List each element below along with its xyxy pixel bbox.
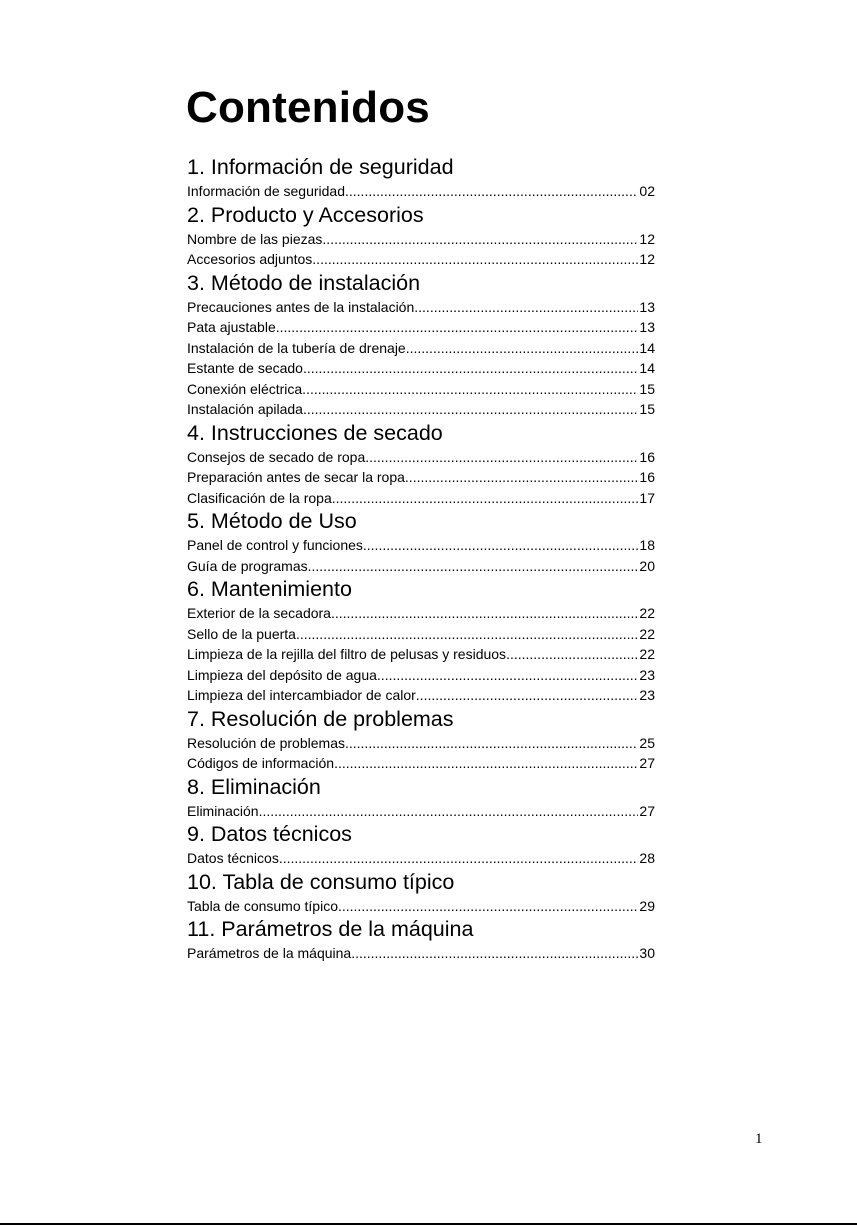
section-heading: 1. Información de seguridad — [187, 155, 454, 179]
toc-entry-page: 18 — [639, 537, 655, 553]
dot-leader — [303, 358, 638, 379]
toc-entry-title: Resolución de problemas — [187, 734, 345, 751]
dot-leader — [406, 338, 639, 359]
toc-entry-page: 16 — [639, 448, 655, 465]
toc-entry[interactable] — [187, 297, 655, 318]
dot-leader — [345, 181, 638, 202]
toc-entry-title: Limpieza del depósito de agua — [187, 666, 377, 683]
toc-entry-page: 28 — [639, 850, 655, 866]
toc-entry-title: Limpieza de la rejilla del filtro de pelusas y residuos — [187, 646, 507, 662]
toc-entry-title: Conexión eléctrica — [187, 380, 303, 397]
dot-leader — [506, 644, 638, 665]
toc-entry-page: 13 — [639, 298, 655, 315]
section-heading: 2. Producto y Accesorios — [187, 202, 424, 227]
dot-leader — [338, 896, 638, 917]
dot-leader — [334, 753, 638, 774]
toc-entry[interactable] — [187, 753, 655, 774]
toc-entry[interactable] — [187, 624, 655, 645]
toc-entry[interactable] — [187, 399, 655, 420]
toc-entry-title: Información de seguridad — [187, 183, 345, 199]
toc-entry-title: Accesorios adjuntos — [187, 251, 313, 267]
dot-leader — [414, 297, 638, 318]
dot-leader — [276, 317, 639, 338]
toc-entry[interactable] — [187, 379, 655, 400]
toc-entry[interactable] — [187, 943, 655, 964]
toc-entry-title: Códigos de información — [187, 755, 335, 771]
dot-leader — [363, 535, 639, 556]
toc-entry-title: Exterior de la secadora — [187, 605, 331, 621]
toc-entry-title: Tabla de consumo típico — [187, 897, 338, 914]
toc-entry-page: 02 — [639, 183, 655, 199]
toc-entry-page: 30 — [639, 945, 655, 961]
section-heading: 3. Método de instalación — [187, 270, 421, 295]
toc-entry-page: 14 — [639, 360, 655, 376]
dot-leader — [351, 943, 638, 964]
toc-entry-title: Estante de secado — [187, 360, 303, 376]
toc-entry-page: 12 — [639, 230, 655, 247]
dot-leader — [279, 848, 639, 869]
dot-leader — [331, 603, 638, 624]
toc-entry[interactable] — [187, 447, 655, 468]
toc-entry-title: Guía de programas — [187, 557, 308, 574]
toc-entry-page: 16 — [639, 469, 655, 485]
dot-leader — [302, 379, 638, 400]
toc-entry[interactable] — [187, 488, 655, 509]
section-heading: 8. Eliminación — [187, 774, 321, 799]
toc-entry-title: Limpieza del intercambiador de calor — [187, 687, 416, 703]
toc-entry[interactable] — [187, 644, 655, 665]
dot-leader — [365, 447, 638, 468]
toc-entry-page: 23 — [639, 687, 655, 703]
section-heading: 4. Instrucciones de secado — [187, 420, 443, 445]
toc-entry[interactable] — [187, 556, 655, 577]
toc-entry[interactable] — [187, 317, 655, 338]
toc-entry-title: Consejos de secado de ropa — [187, 448, 366, 465]
toc-entry-title: Panel de control y funciones — [187, 537, 363, 553]
toc-entry-title: Preparación antes de secar la ropa — [187, 469, 405, 485]
dot-leader — [416, 685, 639, 706]
toc-entry-title: Precauciones antes de la instalación — [187, 298, 415, 315]
toc-entry-page: 20 — [639, 557, 655, 574]
toc-entry-page: 15 — [639, 401, 655, 417]
dot-leader — [296, 624, 638, 645]
section-heading: 7. Resolución de problemas — [187, 706, 454, 731]
toc-entry[interactable] — [187, 249, 655, 270]
toc-entry-page: 27 — [639, 802, 655, 819]
toc-entry-page: 23 — [639, 666, 655, 683]
toc-entry-page: 13 — [639, 319, 655, 335]
dot-leader — [405, 467, 639, 488]
toc-entry-page: 14 — [639, 339, 655, 356]
toc-entry[interactable] — [187, 848, 655, 869]
dot-leader — [312, 249, 638, 270]
dot-leader — [308, 556, 639, 577]
section-heading: 10. Tabla de consumo típico — [187, 869, 455, 894]
toc-entry[interactable] — [187, 338, 655, 359]
toc-entry-title: Instalación apilada — [187, 401, 303, 417]
toc-entry-title: Instalación de la tubería de drenaje — [187, 339, 406, 356]
toc-entry-title: Sello de la puerta — [187, 625, 296, 642]
toc-entry-page: 29 — [639, 897, 655, 914]
toc-entry[interactable] — [187, 603, 655, 624]
section-heading: 11. Parámetros de la máquina — [187, 917, 474, 941]
toc-entry-page: 25 — [639, 734, 655, 751]
toc-entry-title: Parámetros de la máquina — [187, 945, 352, 961]
dot-leader — [322, 229, 638, 250]
section-heading: 5. Método de Uso — [187, 509, 357, 533]
dot-leader — [259, 801, 639, 822]
toc-entry-title: Eliminación — [187, 802, 259, 819]
toc-entry[interactable] — [187, 896, 655, 917]
section-heading: 9. Datos técnicos — [187, 822, 352, 846]
toc-entry-title: Datos técnicos — [187, 850, 279, 866]
toc-entry-title: Pata ajustable — [187, 319, 276, 335]
table-of-contents — [187, 154, 655, 964]
toc-entry[interactable] — [187, 358, 655, 379]
toc-entry-title: Nombre de las piezas — [187, 230, 323, 247]
toc-entry[interactable] — [187, 733, 655, 754]
toc-entry[interactable] — [187, 181, 655, 202]
page-number: 1 — [755, 1131, 763, 1147]
toc-entry[interactable] — [187, 665, 655, 686]
dot-leader — [377, 665, 639, 686]
toc-entry-page: 17 — [639, 489, 655, 506]
page-title: Contenidos — [186, 83, 430, 132]
toc-entry[interactable] — [187, 467, 655, 488]
toc-entry-page: 15 — [639, 380, 655, 397]
toc-entry-page: 27 — [639, 755, 655, 771]
toc-entry-page: 12 — [639, 251, 655, 267]
toc-entry[interactable] — [187, 801, 655, 822]
toc-entry[interactable] — [187, 535, 655, 556]
toc-entry-page: 22 — [639, 605, 655, 621]
dot-leader — [332, 488, 639, 509]
dot-leader — [345, 733, 638, 754]
toc-entry-page: 22 — [639, 625, 655, 642]
section-heading: 6. Mantenimiento — [187, 577, 352, 601]
dot-leader — [303, 399, 638, 420]
toc-entry[interactable] — [187, 685, 655, 706]
bottom-rule — [0, 1223, 857, 1225]
toc-entry[interactable] — [187, 229, 655, 250]
toc-entry-title: Clasificación de la ropa — [187, 489, 332, 506]
toc-entry-page: 22 — [639, 646, 655, 662]
